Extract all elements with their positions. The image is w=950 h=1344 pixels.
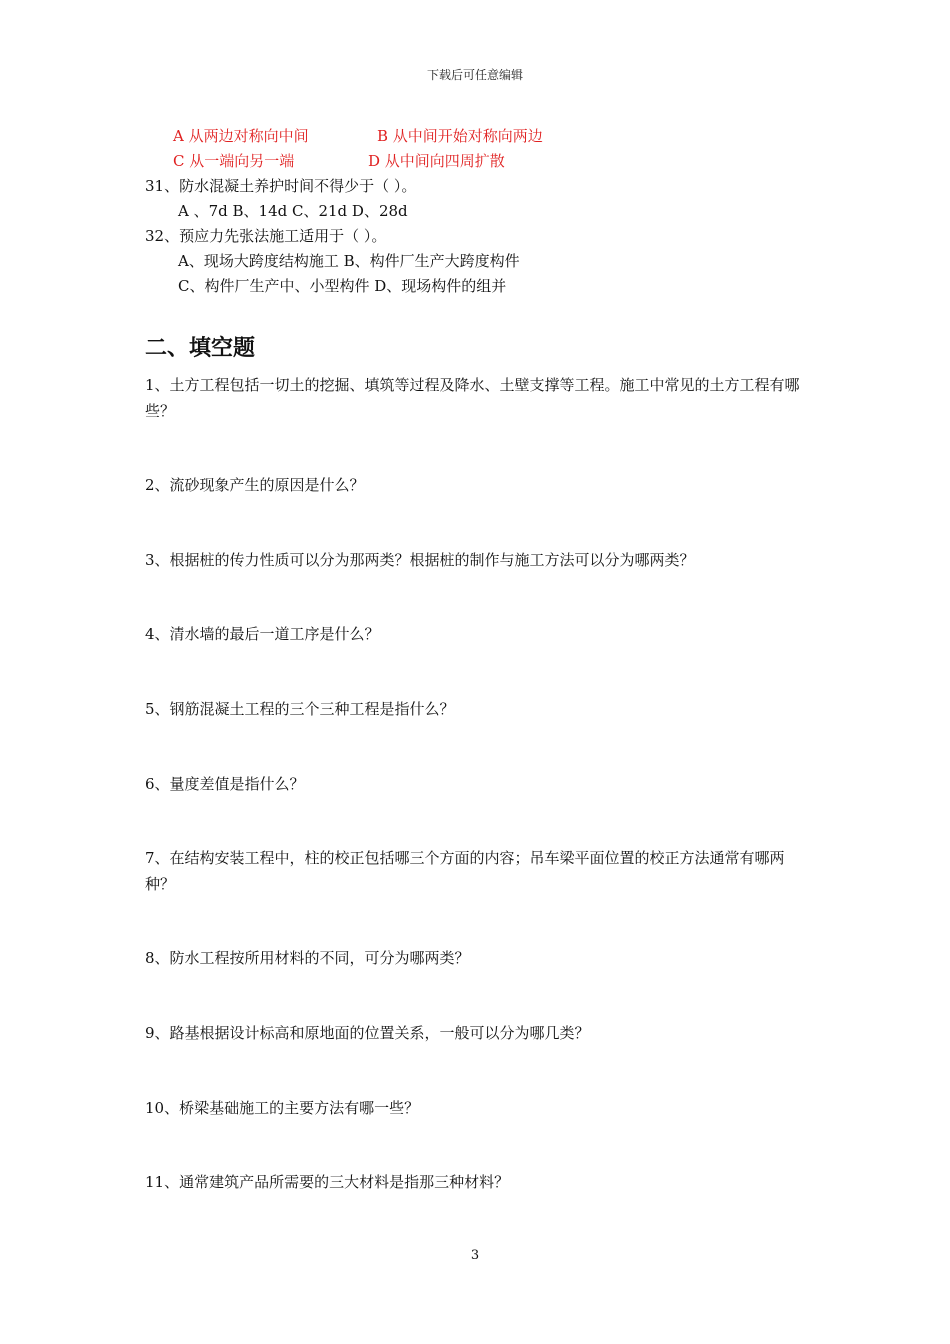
q31-options: A 、7d B、14d C、21d D、28d [178,202,408,220]
question-6: 6、量度差值是指什么？ [145,775,305,793]
page-number: 3 [470,1248,480,1263]
question-4: 4、清水墙的最后一道工序是什么？ [145,625,380,643]
q31-stem: 31、防水混凝土养护时间不得少于（ ）。 [145,177,417,195]
q32-stem: 32、预应力先张法施工适用于（ ）。 [145,227,387,245]
question-5: 5、钢筋混凝土工程的三个三种工程是指什么？ [145,700,455,718]
question-10: 10、桥梁基础施工的主要方法有哪一些？ [145,1099,420,1117]
question-7: 7、在结构安装工程中，柱的校正包括哪三个方面的内容；吊车梁平面位置的校正方法通常有哪两种？ [145,849,785,893]
choice-a: A 从两边对称向中间 [173,127,309,145]
section-title: 二、填空题 [145,336,256,361]
question-3: 3、根据桩的传力性质可以分为那两类？根据桩的制作与施工方法可以分为哪两类？ [145,551,695,569]
question-2: 2、流砂现象产生的原因是什么？ [145,476,365,494]
choice-d: D 从中间向四周扩散 [368,152,505,170]
page-header: 下载后可任意编辑 [426,68,523,82]
choice-b: B 从中间开始对称向两边 [377,127,543,145]
q32-options-1: A、现场大跨度结构施工 B、构件厂生产大跨度构件 [178,252,520,270]
q32-options-2: C、构件厂生产中、小型构件 D、现场构件的组并 [178,277,507,295]
question-9: 9、路基根据设计标高和原地面的位置关系，一般可以分为哪几类？ [145,1024,590,1042]
question-8: 8、防水工程按所用材料的不同，可分为哪两类？ [145,949,470,967]
question-1: 1、土方工程包括一切土的挖掘、填筑等过程及降水、土壁支撑等工程。施工中常见的土方工程有哪些？ [145,376,800,420]
question-11: 11、通常建筑产品所需要的三大材料是指那三种材料？ [145,1173,510,1191]
choice-c: C 从一端向另一端 [173,152,295,170]
